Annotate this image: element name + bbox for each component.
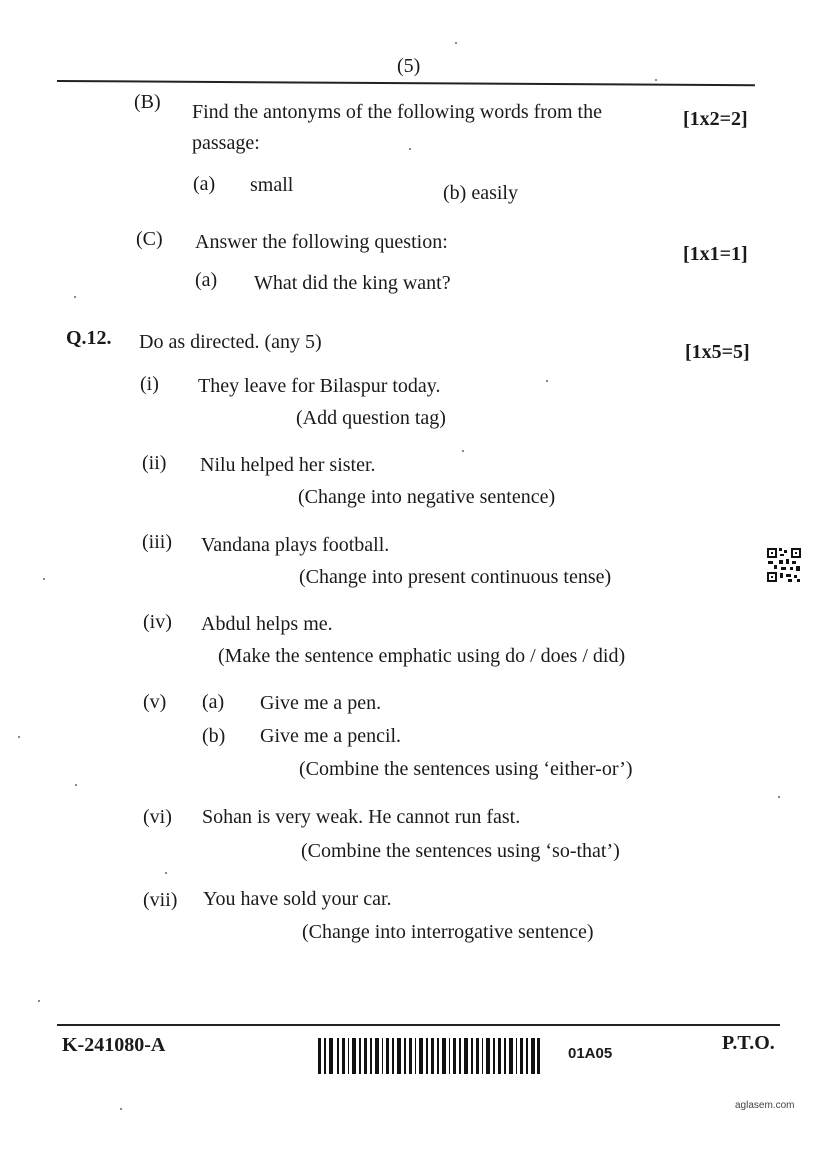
scan-speck <box>462 450 464 452</box>
section-c-item-a-label: (a) <box>195 269 218 291</box>
barcode <box>318 1038 540 1074</box>
q12-item-number: (v) <box>143 691 167 713</box>
section-c-item-a-text: What did the king want? <box>254 272 451 294</box>
scan-speck <box>38 1000 40 1002</box>
section-c-label: (C) <box>136 228 163 250</box>
watermark: aglasem.com <box>735 1100 795 1111</box>
q12-marks: [1x5=5] <box>685 341 750 363</box>
q12-label: Q.12. <box>66 327 112 349</box>
q12-subitem-a-label: (a) <box>202 691 225 713</box>
section-b-marks: [1x2=2] <box>683 108 748 130</box>
q12-item-number: (iii) <box>142 531 172 553</box>
scan-speck <box>18 736 20 738</box>
scan-speck <box>74 296 76 298</box>
q12-item-sentence: You have sold your car. <box>203 888 392 910</box>
scan-speck <box>120 1108 122 1110</box>
q12-item-sentence: Vandana plays football. <box>201 534 390 556</box>
section-b-item-a-label: (a) <box>193 173 216 195</box>
q12-item-sentence: Nilu helped her sister. <box>200 454 376 476</box>
scan-speck <box>778 796 780 798</box>
scan-speck <box>165 872 167 874</box>
q12-item-direction: (Make the sentence emphatic using do / does / did) <box>218 645 626 667</box>
barcode-number: 01A05 <box>568 1045 613 1062</box>
q12-item-direction: (Change into interrogative sentence) <box>302 921 594 943</box>
paper-code: K-241080-A <box>62 1034 166 1056</box>
q12-item-sentence: Sohan is very weak. He cannot run fast. <box>202 806 521 828</box>
section-b-question: Find the antonyms of the following words from the <box>192 101 602 123</box>
scan-speck <box>75 784 77 786</box>
q12-subitem-b-text: Give me a pencil. <box>260 725 402 747</box>
q12-item-direction: (Change into present continuous tense) <box>299 566 612 588</box>
q12-item-number: (iv) <box>143 611 172 633</box>
scan-speck <box>409 148 411 150</box>
section-b-item-b: (b) easily <box>443 182 518 204</box>
q12-item-sentence: They leave for Bilaspur today. <box>198 375 441 397</box>
q12-item-number: (vii) <box>143 889 178 911</box>
q12-item-number: (i) <box>140 373 159 395</box>
q12-item-sentence: Abdul helps me. <box>201 613 333 635</box>
q12-item-direction: (Combine the sentences using ‘so-that’) <box>301 840 620 862</box>
scan-speck <box>546 380 548 382</box>
header-rule <box>57 80 755 86</box>
section-b-item-a-text: small <box>250 174 294 196</box>
q12-item-direction: (Add question tag) <box>296 407 446 429</box>
page-number: (5) <box>397 55 421 77</box>
section-b-question-cont: passage: <box>192 132 260 154</box>
section-c-marks: [1x1=1] <box>683 243 748 265</box>
q12-item-direction: (Combine the sentences using ‘either-or’) <box>299 758 633 780</box>
section-c-question: Answer the following question: <box>195 231 448 253</box>
q12-item-direction: (Change into negative sentence) <box>298 486 556 508</box>
q12-item-number: (vi) <box>143 806 172 828</box>
q12-subitem-a-text: Give me a pen. <box>260 692 382 714</box>
section-b-label: (B) <box>134 91 161 113</box>
footer-rule <box>57 1024 780 1026</box>
q12-instruction: Do as directed. (any 5) <box>139 331 322 353</box>
qr-code <box>766 547 802 583</box>
pto-label: P.T.O. <box>722 1032 775 1054</box>
scan-speck <box>455 42 457 44</box>
q12-subitem-b-label: (b) <box>202 725 226 747</box>
scan-speck <box>43 578 45 580</box>
scan-speck <box>655 79 657 81</box>
q12-item-number: (ii) <box>142 452 167 474</box>
